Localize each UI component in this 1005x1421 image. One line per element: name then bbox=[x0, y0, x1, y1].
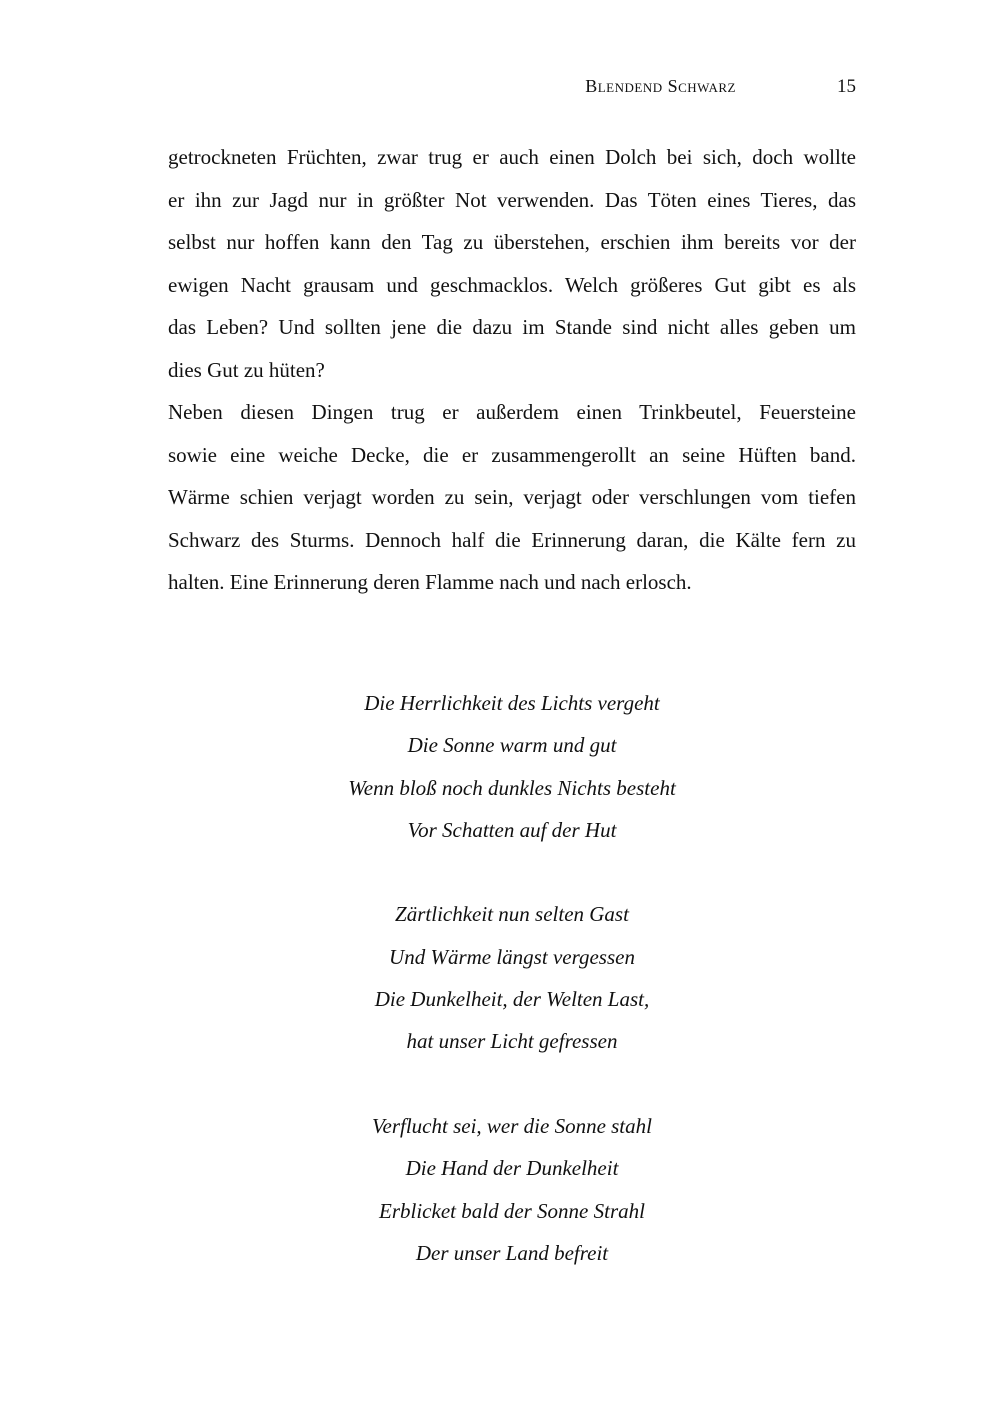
running-header bbox=[168, 76, 856, 102]
stanza-break bbox=[168, 1063, 856, 1105]
text-line: ewigen Nacht grausam und geschmacklos. Welch größeres Gut gibt es als bbox=[168, 272, 856, 297]
poem-line: Erblicket bald der Sonne Strahl bbox=[379, 1198, 645, 1223]
paragraph bbox=[168, 136, 856, 391]
text-line: halten. Eine Erinnerung deren Flamme nach und nach erlosch. bbox=[168, 570, 692, 594]
poem-line: Vor Schatten auf der Hut bbox=[407, 817, 617, 842]
stanza bbox=[168, 682, 856, 851]
poem-line: Verflucht sei, wer die Sonne stahl bbox=[372, 1113, 652, 1138]
poem-line: Der unser Land befreit bbox=[415, 1240, 609, 1265]
text-line: sowie eine weiche Decke, die er zusammengerollt an seine Hüften band. bbox=[168, 442, 856, 467]
prose-body bbox=[168, 136, 856, 604]
text-line: Schwarz des Sturms. Dennoch half die Erinnerung daran, die Kälte fern zu bbox=[168, 527, 856, 552]
running-title: Blendend Schwarz bbox=[585, 76, 736, 96]
text-line: dies Gut zu hüten? bbox=[168, 357, 325, 382]
text-line: Wärme schien verjagt worden zu sein, verjagt oder verschlungen vom tiefen bbox=[168, 485, 856, 509]
text-line: Neben diesen Dingen trug er außerdem einen Trinkbeutel, Feuersteine bbox=[168, 400, 856, 424]
poem-line: Die Hand der Dunkelheit bbox=[405, 1156, 619, 1181]
text-line: getrockneten Früchten, zwar trug er auch einen Dolch bei sich, doch wollte bbox=[168, 145, 856, 169]
poem-line: hat unser Licht gefressen bbox=[406, 1029, 618, 1054]
poem-line: Die Herrlichkeit des Lichts vergeht bbox=[364, 691, 660, 715]
poem-line: Zärtlichkeit nun selten Gast bbox=[395, 902, 629, 927]
text-line: selbst nur hoffen kann den Tag zu überstehen, erschien ihm bereits vor der bbox=[168, 230, 856, 254]
stanza bbox=[168, 1105, 856, 1274]
poem-line: Und Wärme längst vergessen bbox=[389, 944, 635, 969]
poem-line: Wenn bloß noch dunkles Nichts besteht bbox=[348, 775, 676, 800]
stanza bbox=[168, 893, 856, 1062]
poem-line: Die Dunkelheit, der Welten Last, bbox=[374, 987, 650, 1012]
page-number: 15 bbox=[837, 76, 856, 97]
text-line: das Leben? Und sollten jene die dazu im Stande sind nicht alles geben um bbox=[168, 315, 856, 339]
stanza-break bbox=[168, 851, 856, 893]
poem-line: Die Sonne warm und gut bbox=[407, 733, 617, 758]
text-line: er ihn zur Jagd nur in größter Not verwenden. Das Töten eines Tieres, das bbox=[168, 187, 856, 212]
paragraph bbox=[168, 391, 856, 604]
poem bbox=[168, 682, 856, 1274]
